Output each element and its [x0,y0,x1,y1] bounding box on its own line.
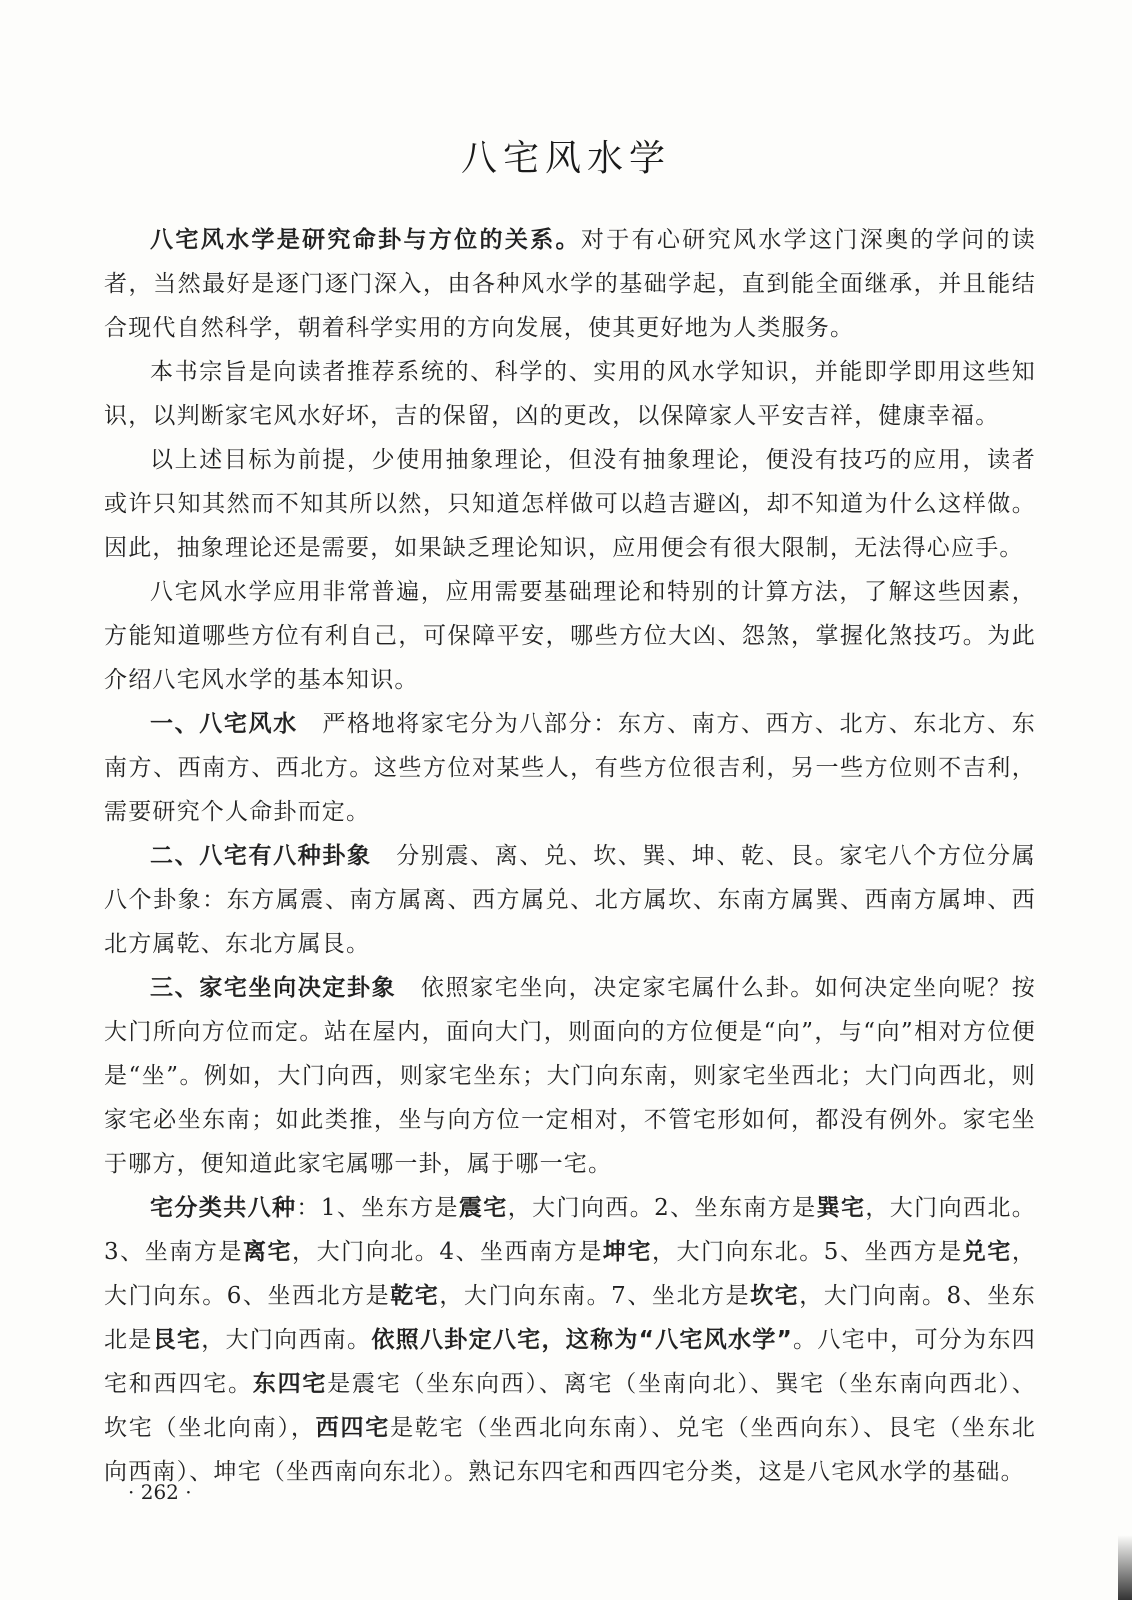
text-run: 。八宅中，可分为东四宅和西四宅。 [104,1327,1036,1397]
text-run: 是乾宅（坐西北向东南）、兑宅（坐西向东）、艮宅（坐东北向西南）、坤宅（坐西南向东北）。熟记东四宅和西四宅分类，这是八宅风水学的基础。 [104,1415,1036,1485]
text-run: ，大门向东。6、坐西北方是 [104,1239,1037,1309]
kan-house: 坎宅 [750,1283,800,1309]
paragraph-theory: 以上述目标为前提，少使用抽象理论，但没有抽象理论，便没有技巧的应用，读者或许只知其然而不知其所以然，只知道怎样做可以趋吉避凶，却不知道为什么这样做。因此，抽象理论还是需要，如果缺乏理论知识，应用便会有很大限制，无法得心应手。 [104,447,1036,561]
east-four-houses: 东四宅 [252,1371,328,1397]
page-title: 八宅风水学 [460,138,671,179]
section-3 [104,966,1036,1186]
dui-house: 兑宅 [962,1239,1012,1265]
text-run: ，大门向北。4、坐西南方是 [292,1239,603,1265]
section-1 [104,702,1036,834]
li-house: 离宅 [242,1239,293,1265]
paragraph-application: 八宅风水学应用非常普遍，应用需要基础理论和特别的计算方法，了解这些因素，方能知道哪些方位有利自己，可保障平安，哪些方位大凶、怨煞，掌握化煞技巧。为此介绍八宅风水学的基本知识。 [104,579,1036,693]
text-run: ：1、坐东方是 [296,1195,459,1221]
scan-edge-shadow [1118,1535,1132,1600]
text-run: ，大门向西南。 [201,1327,372,1353]
kun-house: 坤宅 [602,1239,652,1265]
text-run: ，大门向西。2、坐东南方是 [507,1195,817,1221]
section-1-text: 严格地将家宅分为八部分：东方、南方、西方、北方、东北方、东南方、西南方、西北方。这些方位对某些人，有些方位很吉利，另一些方位则不吉利，需要研究个人命卦而定。 [104,711,1037,825]
section-2-heading: 二、八宅有八种卦象 [150,843,372,869]
xun-house: 巽宅 [816,1195,866,1221]
paragraph-house-types [104,1186,1036,1494]
text-run: 是震宅（坐东向西）、离宅（坐南向北）、巽宅（坐东南向西北）、坎宅（坐北向南）， [104,1371,1037,1441]
zhen-house: 震宅 [458,1195,508,1221]
body-text [104,218,1036,1494]
text-run: ，大门向东南。7、坐北方是 [439,1283,751,1309]
text-run: ，大门向西北。3、坐南方是 [104,1195,1036,1265]
west-four-houses: 西四宅 [315,1415,391,1441]
section-2 [104,834,1036,966]
paragraph-purpose: 本书宗旨是向读者推荐系统的、科学的、实用的风水学知识，并能即学即用这些知识，以判断家宅风水好坏，吉的保留，凶的更改，以保障家人平安吉祥，健康幸福。 [104,359,1036,429]
section-2-text: 分别震、离、兑、坎、巽、坤、乾、艮。家宅八个方位分属八个卦象：东方属震、南方属离、西方属兑、北方属坎、东南方属巽、西南方属坤、西北方属乾、东北方属艮。 [104,843,1036,957]
key-statement: 依照八卦定八宅，这称为“八宅风水学” [371,1327,793,1353]
intro-bold: 八宅风水学是研究命卦与方位的关系。 [150,227,581,253]
text-run: ，大门向东北。5、坐西方是 [651,1239,963,1265]
page-number: · 262 · [128,1480,192,1504]
intro-rest: 对于有心研究风水学这门深奥的学问的读者，当然最好是逐门逐门深入，由各种风水学的基础学起，直到能全面继承，并且能结合现代自然科学，朝着科学实用的方向发展，使其更好地为人类服务。 [104,227,1036,341]
section-1-heading: 一、八宅风水 [150,711,298,737]
section-3-heading: 三、家宅坐向决定卦象 [150,975,397,1001]
section-3-text: 依照家宅坐向，决定家宅属什么卦。如何决定坐向呢？按大门所向方位而定。站在屋内，面向大门，则面向的方位便是“向”，与“向”相对方位便是“坐”。例如，大门向西，则家宅坐东；大门向东南，则家宅坐西北；大门向西北，则家宅必坐东南；如此类推，坐与向方位一定相对，不管宅形如何，都没有例外。家宅坐于哪方，便知道此家宅属哪一卦，属于哪一宅。 [104,975,1037,1177]
paragraph-intro [104,218,1036,350]
text-run: ，大门向南。8、坐东北是 [104,1283,1037,1353]
qian-house: 乾宅 [390,1283,440,1309]
gen-house: 艮宅 [152,1327,202,1353]
house-types-heading: 宅分类共八种 [150,1195,297,1221]
